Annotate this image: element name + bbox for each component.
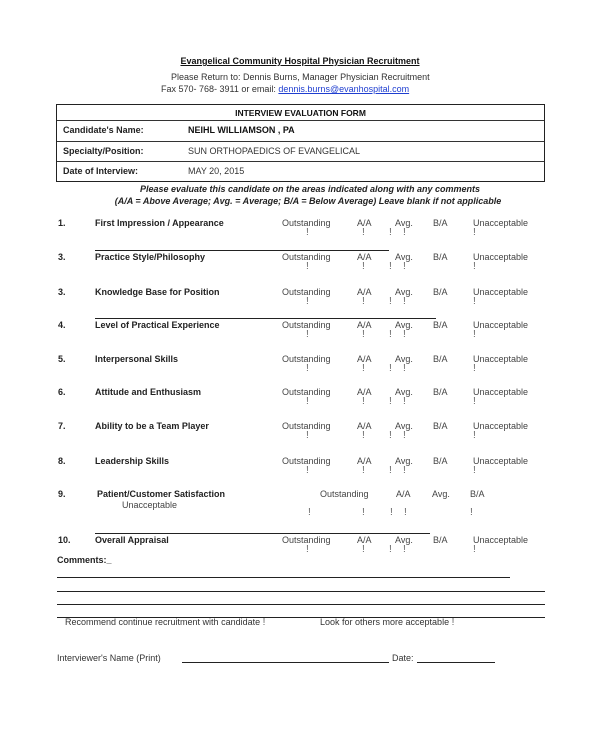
candidate-name-row: [57, 120, 544, 140]
rating-option-label: A/A: [357, 287, 372, 297]
rating-option-label: Avg.: [395, 287, 413, 297]
rating-checkbox[interactable]: !: [473, 430, 476, 441]
rating-option-label: Outstanding: [282, 320, 331, 330]
specialty-label: Specialty/Position:: [63, 146, 144, 156]
rating-checkbox[interactable]: !: [473, 227, 476, 238]
rating-option-label: B/A: [433, 320, 448, 330]
rating-checkbox[interactable]: !: [403, 430, 406, 441]
item-label: Practice Style/Philosophy: [95, 252, 206, 262]
item-number: 7.: [58, 421, 66, 431]
rating-checkbox[interactable]: !: [362, 507, 365, 518]
recommend-continue-option[interactable]: [65, 617, 265, 628]
item-number: 1.: [58, 218, 66, 228]
instructions-line-1: Please evaluate this candidate on the areas indicated along with any comments: [139, 184, 481, 194]
interviewer-name-label: Interviewer's Name (Print): [57, 653, 161, 663]
separator-line: [95, 533, 430, 534]
rating-option-label: B/A: [433, 535, 448, 545]
candidate-name-label: Candidate's Name:: [63, 125, 144, 135]
rating-checkbox[interactable]: !: [306, 363, 309, 374]
rating-option-label: Outstanding: [282, 354, 331, 364]
item-number: 8.: [58, 456, 66, 466]
rating-checkbox[interactable]: !: [403, 544, 406, 555]
look-for-others-label: Look for others more acceptable: [320, 617, 450, 627]
item-label: Knowledge Base for Position: [95, 287, 220, 297]
item-number: 3.: [58, 252, 66, 262]
rating-option-label: A/A: [357, 387, 372, 397]
recommend-continue-checkbox[interactable]: !: [262, 617, 266, 628]
item-number: 10.: [58, 535, 71, 545]
rating-checkbox[interactable]: !: [362, 544, 365, 555]
comments-line[interactable]: [57, 604, 545, 605]
rating-checkbox[interactable]: !: [362, 396, 365, 407]
rating-checkbox[interactable]: !: [306, 329, 309, 340]
rating-option-label: A/A: [357, 421, 372, 431]
rating-checkbox[interactable]: !: [306, 296, 309, 307]
rating-option-label: B/A: [433, 421, 448, 431]
rating-option-label: B/A: [433, 387, 448, 397]
rating-option-label: Outstanding: [282, 218, 331, 228]
rating-option-label: A/A: [357, 252, 372, 262]
rating-option-label: Outstanding: [282, 456, 331, 466]
rating-checkbox[interactable]: !: [403, 227, 406, 238]
rating-option-label: Avg.: [395, 354, 413, 364]
comments-label: Comments:_: [57, 555, 112, 565]
rating-checkbox[interactable]: !: [403, 396, 406, 407]
rating-option-label: Unacceptable: [473, 421, 529, 431]
rating-checkbox[interactable]: !: [362, 363, 365, 374]
item-label: Patient/Customer Satisfaction: [97, 489, 226, 499]
rating-option-label: Outstanding: [282, 387, 331, 397]
recommend-continue-label: Recommend continue recruitment with candidate: [65, 617, 261, 627]
rating-option-label: Outstanding: [320, 489, 369, 499]
look-for-others-checkbox[interactable]: !: [451, 617, 455, 628]
rating-checkbox[interactable]: !: [306, 227, 309, 238]
rating-checkbox[interactable]: !: [306, 430, 309, 441]
rating-checkbox[interactable]: !: [473, 544, 476, 555]
rating-option-label: Unacceptable: [473, 456, 529, 466]
rating-option-label: Outstanding: [282, 252, 331, 262]
rating-option-label: Unacceptable: [473, 320, 529, 330]
rating-checkbox[interactable]: !: [473, 363, 476, 374]
item-label: First Impression / Appearance: [95, 218, 224, 228]
rating-option-label: Avg.: [395, 252, 413, 262]
item-number: 5.: [58, 354, 66, 364]
rating-checkbox[interactable]: !: [403, 465, 406, 476]
rating-option-label: Outstanding: [282, 535, 331, 545]
comments-line[interactable]: [57, 591, 545, 592]
rating-checkbox[interactable]: !: [389, 430, 392, 441]
interview-date-value[interactable]: MAY 20, 2015: [188, 166, 245, 176]
rating-checkbox[interactable]: !: [362, 261, 365, 272]
interviewer-name-line[interactable]: [182, 662, 389, 663]
rating-option-label: Unacceptable: [473, 218, 529, 228]
rating-option-label: B/A: [433, 252, 448, 262]
rating-option-label: B/A: [433, 456, 448, 466]
rating-checkbox[interactable]: !: [389, 465, 392, 476]
rating-option-label: Avg.: [395, 535, 413, 545]
email-link[interactable]: dennis.burns@evanhospital.com: [278, 84, 410, 94]
date-label: Date:: [392, 653, 414, 663]
rating-checkbox[interactable]: !: [403, 261, 406, 272]
rating-option-label: Unacceptable: [473, 287, 529, 297]
rating-checkbox[interactable]: !: [389, 261, 392, 272]
rating-option-label: A/A: [357, 456, 372, 466]
rating-checkbox[interactable]: !: [306, 544, 309, 555]
rating-option-label: Unacceptable: [473, 252, 529, 262]
document-title: Evangelical Community Hospital Physician Recruitment: [180, 56, 420, 66]
rating-checkbox[interactable]: !: [389, 396, 392, 407]
rating-checkbox[interactable]: !: [306, 396, 309, 407]
rating-checkbox[interactable]: !: [362, 296, 365, 307]
rating-option-label: A/A: [357, 320, 372, 330]
comments-line[interactable]: [57, 577, 510, 578]
item-label: Leadership Skills: [95, 456, 170, 466]
rating-option-label: Avg.: [395, 387, 413, 397]
rating-checkbox[interactable]: !: [306, 261, 309, 272]
rating-checkbox[interactable]: !: [389, 227, 392, 238]
rating-checkbox[interactable]: !: [389, 296, 392, 307]
rating-option-label: A/A: [357, 535, 372, 545]
return-to-line: Please Return to: Dennis Burns, Manager Physician Recruitment: [171, 72, 430, 82]
rating-checkbox[interactable]: !: [473, 465, 476, 476]
rating-checkbox[interactable]: !: [403, 363, 406, 374]
rating-checkbox[interactable]: !: [404, 507, 407, 518]
rating-option-label: Unacceptable: [473, 354, 529, 364]
contact-line: [161, 84, 409, 94]
item-label: Ability to be a Team Player: [95, 421, 209, 431]
fax-text: Fax 570- 768- 3911 or email:: [161, 84, 279, 94]
rating-checkbox[interactable]: !: [403, 296, 406, 307]
candidate-name-value[interactable]: NEIHL WILLIAMSON , PA: [188, 125, 295, 135]
rating-option-label: Outstanding: [282, 287, 331, 297]
rating-option-label: Avg.: [395, 421, 413, 431]
specialty-row: [57, 141, 544, 161]
rating-option-label: Avg.: [395, 218, 413, 228]
rating-checkbox[interactable]: !: [389, 363, 392, 374]
rating-checkbox[interactable]: !: [362, 227, 365, 238]
rating-checkbox[interactable]: !: [473, 296, 476, 307]
rating-checkbox[interactable]: !: [473, 261, 476, 272]
rating-option-label: B/A: [433, 218, 448, 228]
rating-checkbox[interactable]: !: [306, 465, 309, 476]
form-title: INTERVIEW EVALUATION FORM: [235, 108, 366, 118]
rating-option-label: Unacceptable: [122, 500, 178, 510]
rating-option-label: Avg.: [432, 489, 450, 499]
rating-checkbox[interactable]: !: [403, 329, 406, 340]
separator-line: [95, 250, 389, 251]
instructions-line-2: (A/A = Above Average; Avg. = Average; B/A = Below Average) Leave blank if not applicable: [114, 196, 502, 206]
rating-option-label: B/A: [433, 287, 448, 297]
rating-option-label: Avg.: [395, 320, 413, 330]
rating-option-label: A/A: [357, 218, 372, 228]
rating-option-label: A/A: [357, 354, 372, 364]
item-number: 9.: [58, 489, 66, 499]
rating-checkbox[interactable]: !: [308, 507, 311, 518]
rating-option-label: B/A: [470, 489, 485, 499]
look-for-others-option[interactable]: [320, 617, 454, 628]
rating-option-label: Unacceptable: [473, 535, 529, 545]
rating-option-label: Outstanding: [282, 421, 331, 431]
date-line[interactable]: [417, 662, 495, 663]
rating-checkbox[interactable]: !: [389, 544, 392, 555]
rating-checkbox[interactable]: !: [362, 430, 365, 441]
rating-checkbox[interactable]: !: [362, 329, 365, 340]
rating-checkbox[interactable]: !: [389, 329, 392, 340]
rating-option-label: B/A: [433, 354, 448, 364]
rating-checkbox[interactable]: !: [473, 329, 476, 340]
item-label: Interpersonal Skills: [95, 354, 179, 364]
rating-checkbox[interactable]: !: [390, 507, 393, 518]
candidate-info-table: [56, 104, 545, 182]
interview-date-row: [57, 161, 544, 181]
item-number: 6.: [58, 387, 66, 397]
specialty-value[interactable]: SUN ORTHOPAEDICS OF EVANGELICAL: [188, 146, 361, 156]
rating-checkbox[interactable]: !: [470, 507, 473, 518]
interview-date-label: Date of Interview:: [63, 166, 139, 176]
separator-line: [95, 318, 436, 319]
rating-option-label: Unacceptable: [473, 387, 529, 397]
item-number: 4.: [58, 320, 66, 330]
item-label: Attitude and Enthusiasm: [95, 387, 202, 397]
rating-option-label: A/A: [396, 489, 411, 499]
rating-checkbox[interactable]: !: [473, 396, 476, 407]
item-label: Level of Practical Experience: [95, 320, 220, 330]
item-number: 3.: [58, 287, 66, 297]
item-label: Overall Appraisal: [95, 535, 169, 545]
rating-checkbox[interactable]: !: [362, 465, 365, 476]
rating-option-label: Avg.: [395, 456, 413, 466]
